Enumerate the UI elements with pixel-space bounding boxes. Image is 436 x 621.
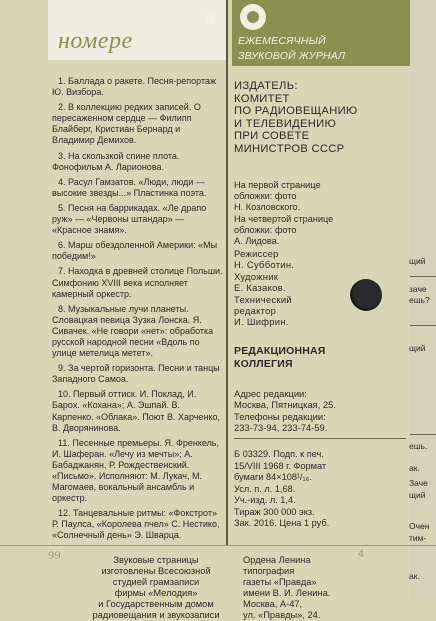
contents-item: 12. Танцевальные ритмы: «Фокстрот» Р. Паулса, «Королева пчел» С. Нестико, «Солнечный день» Э. Шварца. (52, 508, 220, 541)
column-divider (226, 0, 228, 545)
production-line: радиовещания и звукозаписи (92, 610, 220, 620)
publisher-block (234, 80, 409, 156)
print-line: Усл. п. л. 1,68. (234, 483, 296, 494)
editorial-address (234, 388, 409, 434)
editorial-line: КОЛЛЕГИЯ (234, 357, 293, 370)
handwritten-mark: 99 (48, 551, 61, 562)
edge-fragment: Заче (409, 478, 428, 488)
record-center-hole (350, 279, 382, 311)
production-line: и Государственным домом (98, 599, 214, 609)
publisher-line: И ТЕЛЕВИДЕНИЮ (234, 117, 337, 130)
contents-item: 8. Музыкальные лучи планеты. Словацкая певица Зузка Лонска. Я. Сивачек. «Не говори «нет»: обработка русской народной песни «Вдоль по улице метелица метет». (52, 303, 214, 359)
edge-fragment: ак. (409, 571, 420, 581)
edge-fragment: Очен (409, 521, 430, 531)
contents-item: 9. За чертой горизонта. Песни и танцы Западного Самоа. (52, 363, 220, 385)
address-line: Адрес редакции: (234, 388, 307, 399)
header-nomere: номере (58, 28, 133, 54)
contents-item: 1. Баллада о ракете. Песня-репортаж Ю. Визбора. (52, 76, 217, 98)
edge-rule (410, 325, 436, 326)
staff-line: Е. Казаков. (234, 282, 286, 294)
printing-line: имени В. И. Ленина. (243, 588, 331, 598)
publisher-line: КОМИТЕТ (234, 92, 290, 105)
edge-fragment: щий (409, 490, 426, 500)
address-line: 233-73-94, 233-74-59. (234, 422, 328, 434)
bottom-rule (0, 545, 436, 546)
print-details (234, 449, 406, 530)
edge-fragment: заче (409, 284, 427, 294)
cover-line: Н. Козловского. (234, 202, 301, 213)
record-logo-icon (240, 4, 266, 30)
magazine-title-line2: ЗВУКОВОЙ ЖУРНАЛ (238, 50, 346, 62)
edge-fragment: ешь? (409, 295, 430, 305)
contents-item: 7. Находка в древней столице Польши. Симфонию XVIII века исполняет камерный оркестр. (52, 266, 223, 299)
publisher-line: ПО РАДИОВЕЩАНИЮ (234, 105, 358, 118)
staff-line: Технический (234, 293, 292, 305)
cover-line: На четвертой странице (234, 213, 334, 224)
contents-item: 5. Песня на баррикадах. «Ле драпо руж» — «Червоны штандар» — «Красное знамя». (52, 202, 207, 236)
print-line: 15/VIII 1968 г. Формат (234, 460, 327, 471)
staff-line: И. Шифрин. (234, 316, 289, 328)
staff-line: Художник (234, 270, 279, 282)
edge-fragment: щий (409, 256, 426, 266)
print-line: Б 03329. Подп. к печ. (234, 449, 324, 459)
staff-line: Режиссер (234, 248, 279, 259)
printing-house (243, 555, 413, 621)
production-line: изготовлены Всесоюзной (101, 566, 211, 576)
print-line: Тираж 300 000 экз. (234, 506, 315, 517)
printing-line: Москва, А-47, (243, 599, 303, 609)
printing-line: ул. «Правды», 24. (243, 610, 321, 620)
magazine-title-line1: ЕЖЕМЕСЯЧНЫЙ (238, 35, 326, 47)
address-line: Телефоны редакции: (234, 410, 326, 422)
print-line: бумаги 84×108¹/₁₆. (234, 472, 312, 482)
printing-line: газеты «Правда» (243, 577, 317, 587)
production-credits (84, 555, 228, 621)
edge-fragment: ешь. (409, 441, 428, 451)
edge-fragment: тим- (409, 533, 427, 543)
contents-item: 10. Первый оттиск. И. Поклад, И. Барох. «Кохана»; А. Эшпай. В. Карпенко. «Облака». Поют В. Харченко, В. Дворянинова. (52, 389, 220, 433)
contents-item: 11. Песенные премьеры. Я. Френкель, И. Шаферан. «Лечу из мечты»; А. Бабаджанян, Р. Рождественский. «Письмо». Исполняют: М. Лукач, М. Магомаев, вокальный ансамбль и оркестр. (52, 437, 219, 504)
staff-line: редактор (234, 305, 277, 317)
handwritten-mark: 4 (358, 549, 365, 560)
print-line: Зак. 2016. Цена 1 руб. (234, 518, 330, 528)
header-v: в (205, 4, 215, 29)
editorial-board-title (234, 345, 409, 370)
address-line: Москва, Пятницкая, 25. (234, 399, 336, 411)
printing-line: типография (243, 566, 295, 576)
contents-list (52, 76, 224, 546)
separator-line (234, 438, 406, 439)
edge-fragment: щий (409, 343, 426, 353)
production-line: Звуковые страницы (113, 555, 199, 565)
cover-credits (234, 180, 409, 247)
cover-line: На первой странице (234, 180, 321, 190)
contents-item: 4. Расул Гамзатов. «Люди, люди — высокие звезды...» Пластинка поэта. (52, 176, 207, 198)
print-line: Уч.-изд. л. 1,4. (234, 495, 296, 505)
contents-item: 6. Марш обездоленной Америки: «Мы победим!» (52, 240, 218, 262)
editorial-line: РЕДАКЦИОННАЯ (234, 345, 326, 357)
contents-item: 3. На скользкой спине плота. Фонофильм А. Ларионова. (52, 150, 180, 172)
publisher-line: ИЗДАТЕЛЬ: (234, 80, 298, 92)
production-line: фирмы «Мелодия» (114, 588, 198, 598)
publisher-line: ПРИ СОВЕТЕ (234, 130, 310, 143)
cover-line: обложки: фото (234, 224, 297, 235)
cover-line: обложки: фото (234, 191, 297, 202)
publisher-line: МИНИСТРОВ СССР (234, 142, 345, 155)
edge-fragment: ак. (409, 463, 420, 473)
printing-line: Ордена Ленина (243, 555, 311, 565)
production-line: студией грамзаписи (112, 577, 200, 587)
cover-line: А. Лидова. (234, 236, 280, 247)
contents-item: 2. В коллекцию редких записей. О пересаженном сердце — Филипп Блайберг, Кристиан Бернард и Владимир Демихов. (52, 102, 201, 146)
edge-rule (410, 276, 436, 277)
edge-rule (410, 434, 436, 435)
staff-line: Н. Субботин. (234, 259, 295, 271)
